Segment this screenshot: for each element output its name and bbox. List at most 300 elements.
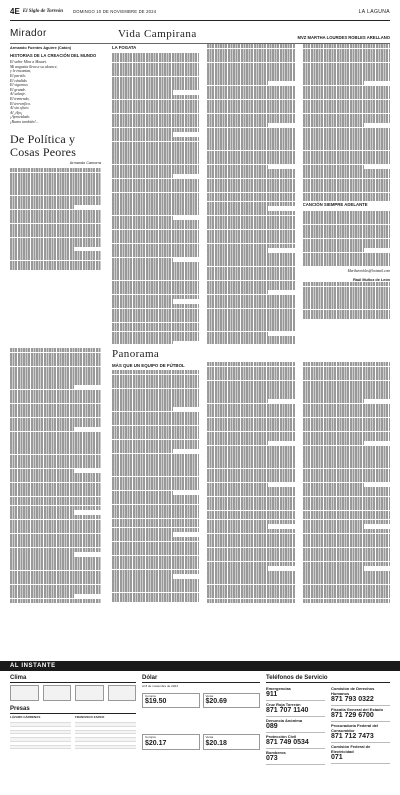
weather-heading: Clima xyxy=(10,674,136,683)
phone-entry xyxy=(331,706,390,722)
text-line xyxy=(207,211,294,215)
text-line xyxy=(303,305,390,309)
text-line xyxy=(10,515,101,519)
phone-entry xyxy=(331,722,390,743)
issue-date: DOMINGO 10 DE NOVIEMBRE DE 2024 xyxy=(73,9,157,14)
text-line xyxy=(207,399,268,403)
column-text xyxy=(10,348,101,603)
text-line xyxy=(303,492,390,496)
panorama-section xyxy=(10,348,390,603)
text-line xyxy=(10,413,101,417)
text-line xyxy=(207,183,294,187)
text-line xyxy=(10,348,101,352)
text-line xyxy=(112,225,199,229)
text-line xyxy=(207,566,268,570)
phone-name: Denuncia Anónima xyxy=(266,718,303,723)
text-line xyxy=(207,552,294,556)
buy-label: Compra xyxy=(145,735,156,740)
text-line xyxy=(207,327,294,331)
text-line xyxy=(112,160,199,164)
text-line xyxy=(207,160,294,164)
text-line xyxy=(112,146,199,150)
dollar-row-1 xyxy=(142,693,260,709)
text-line xyxy=(207,81,268,85)
poem-line: Al ¡Ajo¡ xyxy=(10,110,23,115)
text-line xyxy=(112,574,173,578)
text-line xyxy=(303,543,390,547)
text-line xyxy=(112,514,199,518)
dam-rows xyxy=(10,720,71,750)
text-column xyxy=(303,362,390,603)
text-line xyxy=(207,44,294,48)
text-line xyxy=(112,486,199,490)
text-line xyxy=(112,551,199,555)
vida-campirana-title: Vida Campirana xyxy=(118,28,197,40)
text-column xyxy=(207,362,294,603)
text-line xyxy=(303,160,390,164)
poem-line: ¡Aprovidado. xyxy=(10,115,31,120)
text-line xyxy=(10,233,101,237)
dam-row xyxy=(10,746,71,750)
phone-number: 871 793 0322 xyxy=(331,696,374,703)
phone-entry xyxy=(266,733,325,749)
dam-column xyxy=(75,716,136,749)
text-line xyxy=(207,515,294,519)
text-line xyxy=(112,299,173,303)
sell-label: Venta xyxy=(205,735,214,740)
text-line xyxy=(10,219,101,223)
text-line xyxy=(112,313,199,317)
mirador-title: Mirador xyxy=(10,28,47,39)
text-line xyxy=(303,450,390,454)
text-line xyxy=(112,95,199,99)
dollar-section xyxy=(142,674,260,794)
phone-name: Fiscalía General del Estado xyxy=(331,707,384,712)
text-line xyxy=(112,588,199,592)
text-line xyxy=(112,183,199,187)
text-line xyxy=(10,543,101,547)
weather-day xyxy=(108,685,137,701)
section-name: LA LAGUNA xyxy=(358,9,390,15)
poem-line: y le encantan, xyxy=(10,69,32,74)
column-text xyxy=(112,53,199,344)
text-line xyxy=(303,464,390,468)
author-email: Marthavrobles@hotmail.com xyxy=(347,269,390,274)
dollar-sell xyxy=(203,734,261,750)
dollar-date: Al 8 de noviembre de 2024 xyxy=(142,684,178,688)
text-line xyxy=(10,538,101,542)
text-column xyxy=(112,44,199,344)
text-line xyxy=(112,58,199,62)
sell-value: $20.69 xyxy=(205,698,227,706)
article-kicker: LA FOGATA xyxy=(112,45,137,50)
text-line xyxy=(303,566,364,570)
text-line xyxy=(10,464,101,468)
text-line xyxy=(112,188,199,192)
text-line xyxy=(112,537,199,541)
text-line xyxy=(303,580,390,584)
text-line xyxy=(112,327,199,331)
text-line xyxy=(303,399,364,403)
phone-entry xyxy=(331,685,390,706)
dollar-heading: Dólar xyxy=(142,674,260,683)
text-line xyxy=(207,290,268,294)
column-text xyxy=(303,44,390,201)
text-line xyxy=(112,449,173,453)
column-text xyxy=(303,362,390,603)
text-line xyxy=(207,197,294,201)
phone-number: 911 xyxy=(266,691,278,698)
text-line xyxy=(207,118,294,122)
dam-name: FRANCISCO ZARCO xyxy=(75,715,105,719)
text-line xyxy=(112,421,199,425)
text-line xyxy=(112,393,199,397)
text-line xyxy=(207,371,294,375)
text-line xyxy=(207,385,294,389)
text-line xyxy=(207,225,294,229)
text-line xyxy=(207,299,294,303)
column-text xyxy=(303,282,390,319)
text-line xyxy=(207,427,294,431)
dollar-sell xyxy=(203,693,261,709)
text-column xyxy=(207,44,294,344)
phone-number: 871 729 6700 xyxy=(331,712,374,719)
poem-line: Al salvaje. xyxy=(10,92,27,97)
page-number: 4E xyxy=(10,7,20,16)
text-line xyxy=(10,450,101,454)
panorama-columns xyxy=(112,362,390,603)
article-body xyxy=(10,168,101,270)
text-line xyxy=(10,594,74,598)
text-line xyxy=(303,67,390,71)
phone-entry xyxy=(266,701,325,717)
text-line xyxy=(112,370,199,374)
text-line xyxy=(303,44,390,48)
text-line xyxy=(112,495,199,499)
text-line xyxy=(207,123,268,127)
phone-entry xyxy=(266,685,325,701)
text-line xyxy=(10,492,101,496)
text-line xyxy=(112,435,199,439)
text-line xyxy=(303,282,390,286)
text-line xyxy=(207,594,294,598)
phone-entry xyxy=(266,749,325,765)
text-line xyxy=(207,478,294,482)
poem-line: Mi angustia lleva a su alcance, xyxy=(10,64,58,69)
phone-name: Comisión de Derechos Humanos xyxy=(331,686,375,696)
text-line xyxy=(10,242,101,246)
dam-name: LÁZARO CÁRDENAS xyxy=(10,715,41,719)
text-line xyxy=(10,228,101,232)
text-line xyxy=(10,580,101,584)
mirador-column xyxy=(10,44,106,344)
dam-column xyxy=(10,716,71,749)
poem-line: El terrorífico. xyxy=(10,101,31,106)
text-line xyxy=(207,95,294,99)
text-line xyxy=(112,137,199,141)
phone-name: Protección Civil xyxy=(266,734,297,739)
text-line xyxy=(303,234,390,238)
phones-column xyxy=(331,685,390,765)
phone-number: 871 707 1140 xyxy=(266,707,309,714)
text-line xyxy=(10,529,101,533)
text-line xyxy=(303,529,390,533)
poem-text xyxy=(303,211,390,266)
text-line xyxy=(112,239,199,243)
text-line xyxy=(112,276,199,280)
text-line xyxy=(10,478,101,482)
text-line xyxy=(303,371,390,375)
text-line xyxy=(207,58,294,62)
text-line xyxy=(303,146,390,150)
text-line xyxy=(303,515,390,519)
phone-name: Comisión Federal de Electricidad xyxy=(331,744,371,754)
text-line xyxy=(303,552,390,556)
phone-entry xyxy=(331,743,390,764)
text-line xyxy=(10,256,101,260)
text-line xyxy=(10,371,101,375)
article-title: De Política y Cosas Peores xyxy=(10,131,77,159)
text-line xyxy=(303,436,390,440)
newspaper-page xyxy=(0,4,400,795)
phone-number: 871 712 7473 xyxy=(331,733,374,740)
buy-value: $19.50 xyxy=(145,698,167,706)
text-line xyxy=(207,557,294,561)
history-heading: HISTORIAS DE LA CREACIÓN DEL MUNDO xyxy=(10,53,97,59)
poem-line: Al sin oficio. xyxy=(10,106,30,111)
text-line xyxy=(112,290,199,294)
dollar-row-2 xyxy=(142,734,260,750)
weather-day xyxy=(10,685,39,701)
column-closing-name: Raúl Muñoz de León xyxy=(353,277,390,282)
text-line xyxy=(303,441,364,445)
weather-day xyxy=(75,685,104,701)
text-line xyxy=(303,478,390,482)
phone-number: 073 xyxy=(266,755,278,762)
text-line xyxy=(112,523,199,527)
vida-campirana-body xyxy=(106,44,390,344)
text-line xyxy=(303,132,390,136)
text-line xyxy=(10,427,74,431)
mirador-byline: Armando Fuentes Aguirre (Catón) xyxy=(10,46,72,50)
text-line xyxy=(207,53,294,57)
phone-entry xyxy=(266,717,325,733)
text-line xyxy=(207,506,294,510)
phone-name: Cruz Roja Torreón xyxy=(266,702,301,707)
text-line xyxy=(207,413,294,417)
text-line xyxy=(303,413,390,417)
text-line xyxy=(303,188,390,192)
text-line xyxy=(207,441,268,445)
text-line xyxy=(112,384,199,388)
dams-heading: Presas xyxy=(10,705,136,714)
text-line xyxy=(10,487,101,491)
text-line xyxy=(207,248,268,252)
text-line xyxy=(112,379,199,383)
text-line xyxy=(10,357,101,361)
phone-number: 871 749 0534 xyxy=(266,739,309,746)
text-line xyxy=(112,174,173,178)
text-line xyxy=(10,168,101,172)
dam-rows xyxy=(75,720,136,750)
text-line xyxy=(112,81,199,85)
poem-line: El tremendo, xyxy=(10,97,30,102)
text-line xyxy=(112,132,173,136)
top-section xyxy=(10,44,390,344)
text-line xyxy=(303,291,390,295)
text-line xyxy=(303,506,390,510)
text-line xyxy=(10,566,101,570)
text-line xyxy=(303,220,390,224)
text-line xyxy=(303,557,390,561)
text-line xyxy=(10,177,101,181)
text-line xyxy=(112,318,199,322)
history-poem xyxy=(10,60,101,124)
text-line xyxy=(303,385,390,389)
text-line xyxy=(10,422,101,426)
text-line xyxy=(112,67,199,71)
column-titles xyxy=(10,21,390,43)
text-line xyxy=(112,565,199,569)
phones-column xyxy=(266,685,325,765)
text-line xyxy=(112,262,199,266)
text-line xyxy=(10,385,74,389)
al-instante-panel xyxy=(10,674,390,794)
text-line xyxy=(207,234,294,238)
phone-number: 071 xyxy=(331,754,343,761)
text-line xyxy=(112,560,199,564)
text-line xyxy=(207,109,294,113)
vida-campirana-header xyxy=(106,28,390,43)
text-line xyxy=(112,197,199,201)
text-line xyxy=(303,123,364,127)
text-line xyxy=(10,436,101,440)
text-line xyxy=(207,67,294,71)
dams-columns xyxy=(10,716,136,749)
poem-line: El parvilo. xyxy=(10,74,27,79)
text-line xyxy=(112,509,199,513)
text-line xyxy=(10,205,74,209)
text-line xyxy=(303,118,390,122)
text-line xyxy=(303,487,390,491)
text-line xyxy=(112,253,199,257)
column-text xyxy=(207,362,294,603)
text-line xyxy=(10,265,101,269)
buy-value: $20.17 xyxy=(145,740,167,748)
text-line xyxy=(207,464,294,468)
text-line xyxy=(207,174,294,178)
text-line xyxy=(10,191,101,195)
text-line xyxy=(207,313,294,317)
mirador-continued xyxy=(10,348,106,603)
text-line xyxy=(303,594,390,598)
phone-number: 089 xyxy=(266,723,278,730)
weather-day xyxy=(43,685,72,701)
phones-section xyxy=(266,674,390,794)
text-line xyxy=(303,174,390,178)
text-line xyxy=(112,597,199,601)
text-line xyxy=(303,427,390,431)
text-line xyxy=(10,362,101,366)
column-text xyxy=(207,44,294,344)
paper-name: El Siglo de Torreón xyxy=(22,9,64,14)
text-line xyxy=(207,543,294,547)
panorama-subtitle: MÁS QUE UN EQUIPO DE FÚTBOL xyxy=(112,363,185,368)
text-line xyxy=(207,492,294,496)
text-line xyxy=(207,487,294,491)
text-line xyxy=(303,81,364,85)
text-line xyxy=(207,436,294,440)
text-line xyxy=(207,188,294,192)
phone-name: Bomberos xyxy=(266,750,286,755)
text-line xyxy=(303,183,390,187)
weather-row xyxy=(10,685,136,701)
text-line xyxy=(303,95,390,99)
buy-label: Compra xyxy=(145,693,156,698)
poem-line: El grande. xyxy=(10,87,27,92)
text-line xyxy=(303,248,364,252)
text-line xyxy=(10,552,74,556)
column-text xyxy=(112,370,199,602)
text-line xyxy=(207,501,294,505)
text-line xyxy=(207,304,294,308)
panorama-title: Panorama xyxy=(112,348,160,360)
text-line xyxy=(207,376,294,380)
dollar-buy xyxy=(142,734,200,750)
poem-line: El vigoroso. xyxy=(10,83,29,88)
al-instante-bar: AL INSTANTE xyxy=(0,661,400,671)
text-line xyxy=(112,458,199,462)
text-line xyxy=(207,341,294,344)
phone-name: Procuraduría Federal del Consumidor xyxy=(331,723,379,733)
text-line xyxy=(10,501,101,505)
text-line xyxy=(112,304,199,308)
text-line xyxy=(207,529,294,533)
sell-value: $20.18 xyxy=(205,740,227,748)
text-line xyxy=(112,211,199,215)
text-line xyxy=(112,407,173,411)
text-line xyxy=(207,450,294,454)
dam-row xyxy=(75,746,136,750)
phone-name: Emergencias xyxy=(266,686,291,691)
text-line xyxy=(207,239,294,243)
text-line xyxy=(112,444,199,448)
text-line xyxy=(207,146,294,150)
text-line xyxy=(303,197,390,201)
text-line xyxy=(303,501,390,505)
phones-heading: Teléfonos de Servicio xyxy=(266,674,390,683)
article-byline: Armando Camorra xyxy=(69,160,101,165)
text-line xyxy=(207,276,294,280)
text-line xyxy=(10,399,101,403)
masthead xyxy=(10,4,390,20)
text-column xyxy=(112,362,199,603)
text-line xyxy=(303,376,390,380)
text-line xyxy=(303,262,390,266)
text-line xyxy=(207,169,294,173)
text-line xyxy=(303,109,390,113)
text-line xyxy=(112,472,199,476)
text-line xyxy=(112,341,173,344)
poem-line: El señor Mira a Mozart. xyxy=(10,60,48,65)
poem-heading: CANCIÓN SIEMPRE ADELANTE xyxy=(302,202,368,208)
text-line xyxy=(112,72,199,76)
phones-columns xyxy=(266,685,390,765)
text-line xyxy=(207,132,294,136)
panorama-article xyxy=(106,348,390,603)
poem-line: El cándido. xyxy=(10,78,28,83)
text-line xyxy=(112,500,199,504)
